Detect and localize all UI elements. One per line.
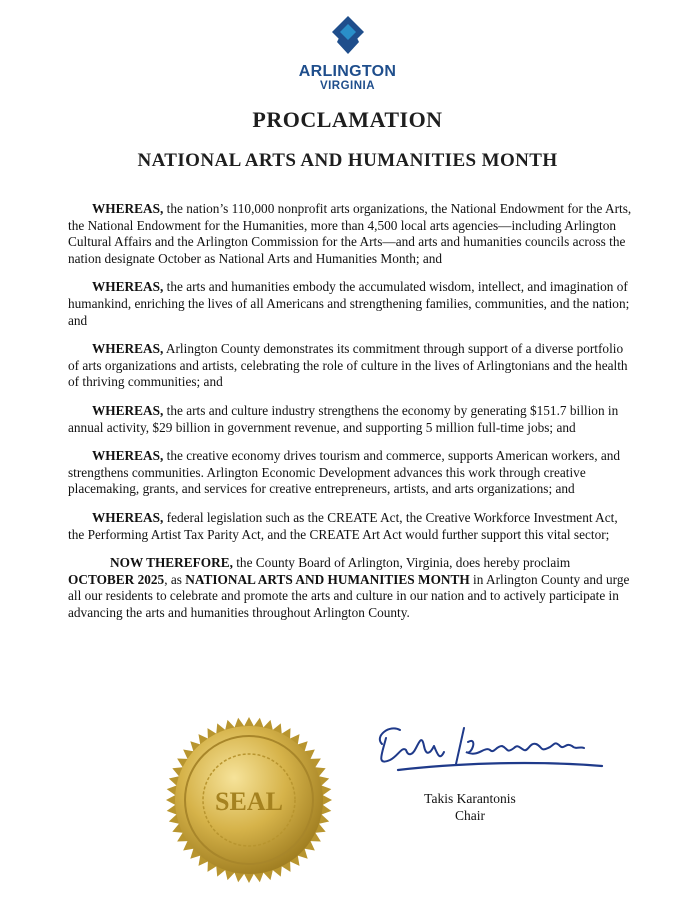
paragraph-lead: WHEREAS, [92,341,164,357]
paragraph-text: the creative economy drives tourism and commerce, supports American workers, and strengthens communities. Arlington Economic Development advances this work through creative placemaking, grants, and services for creative entrepreneurs, artists, and arts organizations; and [68,448,621,497]
document-subtitle: NATIONAL ARTS AND HUMANITIES MONTH [137,150,558,171]
chair-signature [368,716,608,786]
paragraph-text: the arts and culture industry strengthens the economy by generating $151.7 billion in annual activity, $29 billion in government revenue, and supporting 5 million full-time jobs; and [68,402,619,435]
paragraph-text: the arts and humanities embody the accumulated wisdom, intellect, and imagination of humankind, enriching the lives of all Americans and strengthening families, communities, and the nation; and [68,279,630,328]
paragraph-lead: WHEREAS, [92,279,164,295]
paragraph-text: Arlington County demonstrates its commitment through support of a diverse portfolio of arts organizations and artists, celebrating the role of culture in the lives of Arlingtonians and the health of thriving communities; and [68,341,628,390]
arlington-diamond-icon [327,14,369,56]
paragraph-text: the nation’s 110,000 nonprofit arts organizations, the National Endowment for the Arts, the National Endowment for the Humanities, more than 4,500 local arts agencies—including Arlington Cultural Affairs and the Arlington Commission for the Arts—and arts and humanities councils across the nation designate October as National Arts and Humanities Month; and [68,201,632,266]
therefore-text: in Arlington County and urge all our residents to celebrate and promote the arts and culture in our nation and to actively participate in advancing the arts and humanities throughout Arlington County. [68,571,630,620]
paragraph-lead: WHEREAS, [92,201,164,216]
seal-text: SEAL [215,787,283,816]
proclaimed-designation: NATIONAL ARTS AND HUMANITIES MONTH [185,571,470,587]
therefore-lead: NOW THEREFORE, [110,555,233,571]
paragraph-text: federal legislation such as the CREATE Act, the Creative Workforce Investment Act, the Performing Artist Tax Parity Act, and the CREATE Art Act would further support this vital sector; [68,509,618,542]
proclaimed-month: OCTOBER 2025 [68,571,165,587]
paragraph-lead: WHEREAS, [92,402,164,418]
gold-seal [165,716,333,884]
therefore-text: the County Board of Arlington, Virginia, does hereby proclaim [232,555,571,571]
signer-name: Takis Karantonis [424,791,516,806]
whereas-paragraph [68,341,634,391]
whereas-paragraph [68,403,634,436]
whereas-paragraph [68,201,634,267]
logo-subtitle: VIRGINIA [319,80,376,92]
therefore-paragraph [68,555,634,621]
paragraph-lead: WHEREAS, [92,448,164,464]
proclamation-body [68,201,634,633]
arlington-logo [0,14,695,93]
logo-name: ARLINGTON [298,63,397,80]
signer-title: Chair [455,808,485,823]
whereas-paragraph [68,448,634,498]
whereas-paragraph [68,510,634,543]
therefore-text: , as [164,571,186,587]
document-title: PROCLAMATION [252,107,443,132]
whereas-paragraph [68,279,634,329]
paragraph-lead: WHEREAS, [92,509,164,525]
